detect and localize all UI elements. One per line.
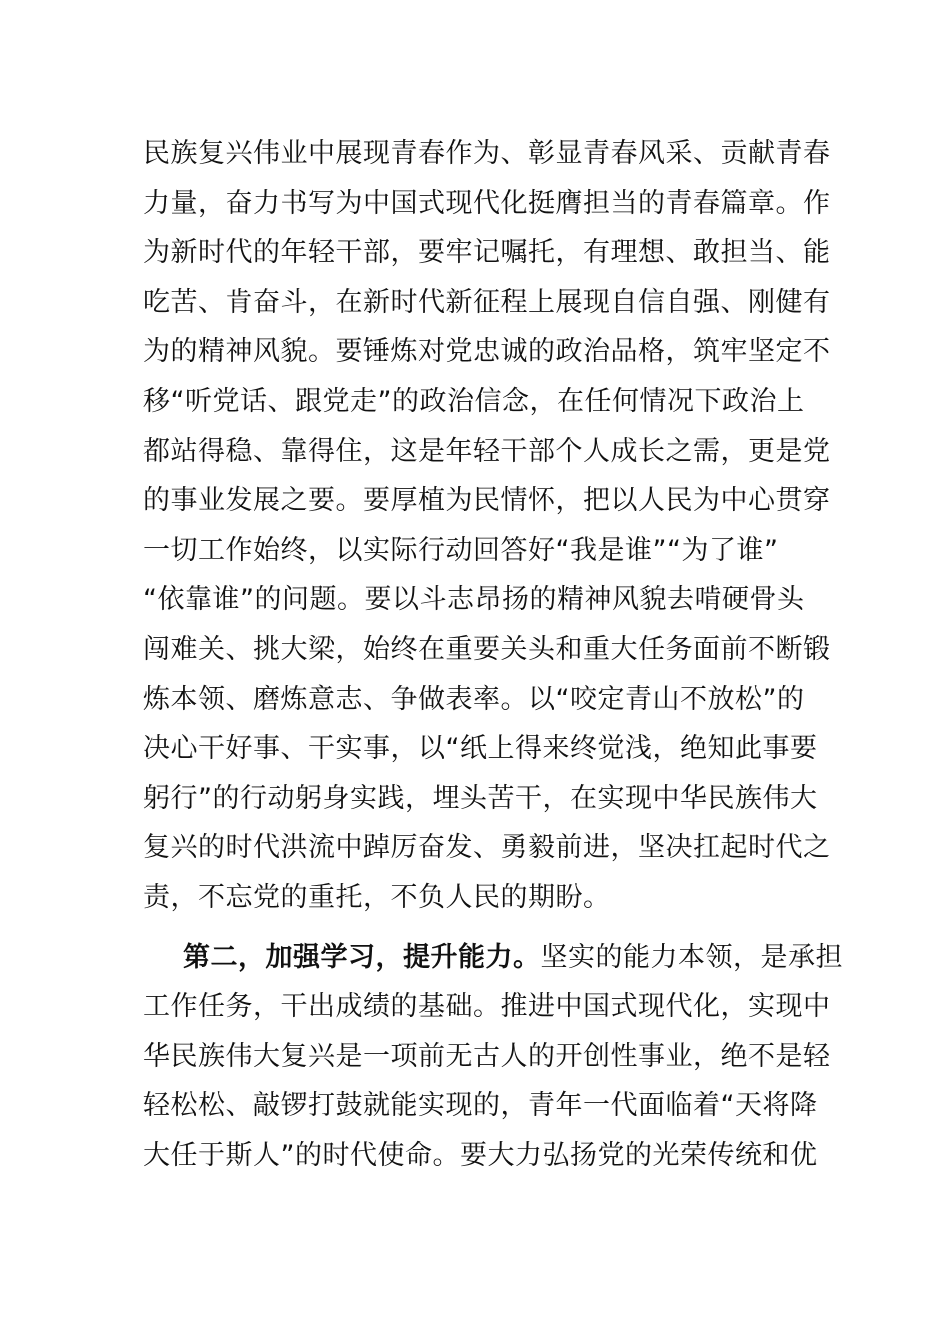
paragraph-1	[143, 129, 843, 923]
paragraph-line: “依靠谁”的问题。要以斗志昂扬的精神风貌去啃硬骨头	[143, 584, 805, 616]
paragraph-line: 复兴的时代洪流中踔厉奋发、勇毅前进，坚决扛起时代之	[143, 832, 831, 864]
paragraph-line: 躬行”的行动躬身实践，埋头苦干，在实现中华民族伟大	[143, 782, 818, 814]
paragraph-spacer	[143, 923, 843, 933]
paragraph-line: 移“听党话、跟党走”的政治信念，在任何情况下政治上	[143, 385, 805, 417]
paragraph-line: 都站得稳、靠得住，这是年轻干部个人成长之需，更是党	[143, 435, 831, 467]
paragraph-text: 坚实的能力本领，是承担	[540, 941, 843, 973]
paragraph-line: 的事业发展之要。要厚植为民情怀，把以人民为中心贯穿	[143, 485, 831, 517]
paragraph-line: 决心干好事、干实事，以“纸上得来终觉浅，绝知此事要	[143, 733, 818, 765]
paragraph-first-line	[143, 933, 843, 983]
section-heading: 第二，加强学习，提升能力。	[183, 941, 541, 973]
paragraph-line: 民族复兴伟业中展现青春作为、彰显青春风采、贡献青春	[143, 138, 831, 169]
paragraph-line: 炼本领、磨炼意志、争做表率。以“咬定青山不放松”的	[143, 683, 805, 715]
paragraph-line: 工作任务，干出成绩的基础。推进中国式现代化，实现中	[143, 991, 831, 1023]
paragraph-line: 轻松松、敲锣打鼓就能实现的，青年一代面临着“天将降	[143, 1090, 818, 1122]
paragraph-line: 为新时代的年轻干部，要牢记嘱托，有理想、敢担当、能	[143, 237, 831, 269]
paragraph-line: 闯难关、挑大梁，始终在重要关头和重大任务面前不断锻	[143, 633, 831, 665]
document-body	[143, 129, 843, 1180]
paragraph-2	[143, 933, 843, 1181]
paragraph-line: 一切工作始终，以实际行动回答好“我是谁”“为了谁”	[143, 534, 779, 566]
paragraph-line: 责，不忘党的重托，不负人民的期盼。	[143, 881, 611, 913]
paragraph-line: 吃苦、肯奋斗，在新时代新征程上展现自信自强、刚健有	[143, 286, 831, 318]
paragraph-line: 为的精神风貌。要锤炼对党忠诚的政治品格，筑牢坚定不	[143, 336, 831, 368]
paragraph-line: 力量，奋力书写为中国式现代化挺膺担当的青春篇章。作	[143, 187, 831, 219]
paragraph-line: 大任于斯人”的时代使命。要大力弘扬党的光荣传统和优	[143, 1139, 818, 1171]
paragraph-line: 华民族伟大复兴是一项前无古人的开创性事业，绝不是轻	[143, 1040, 831, 1072]
